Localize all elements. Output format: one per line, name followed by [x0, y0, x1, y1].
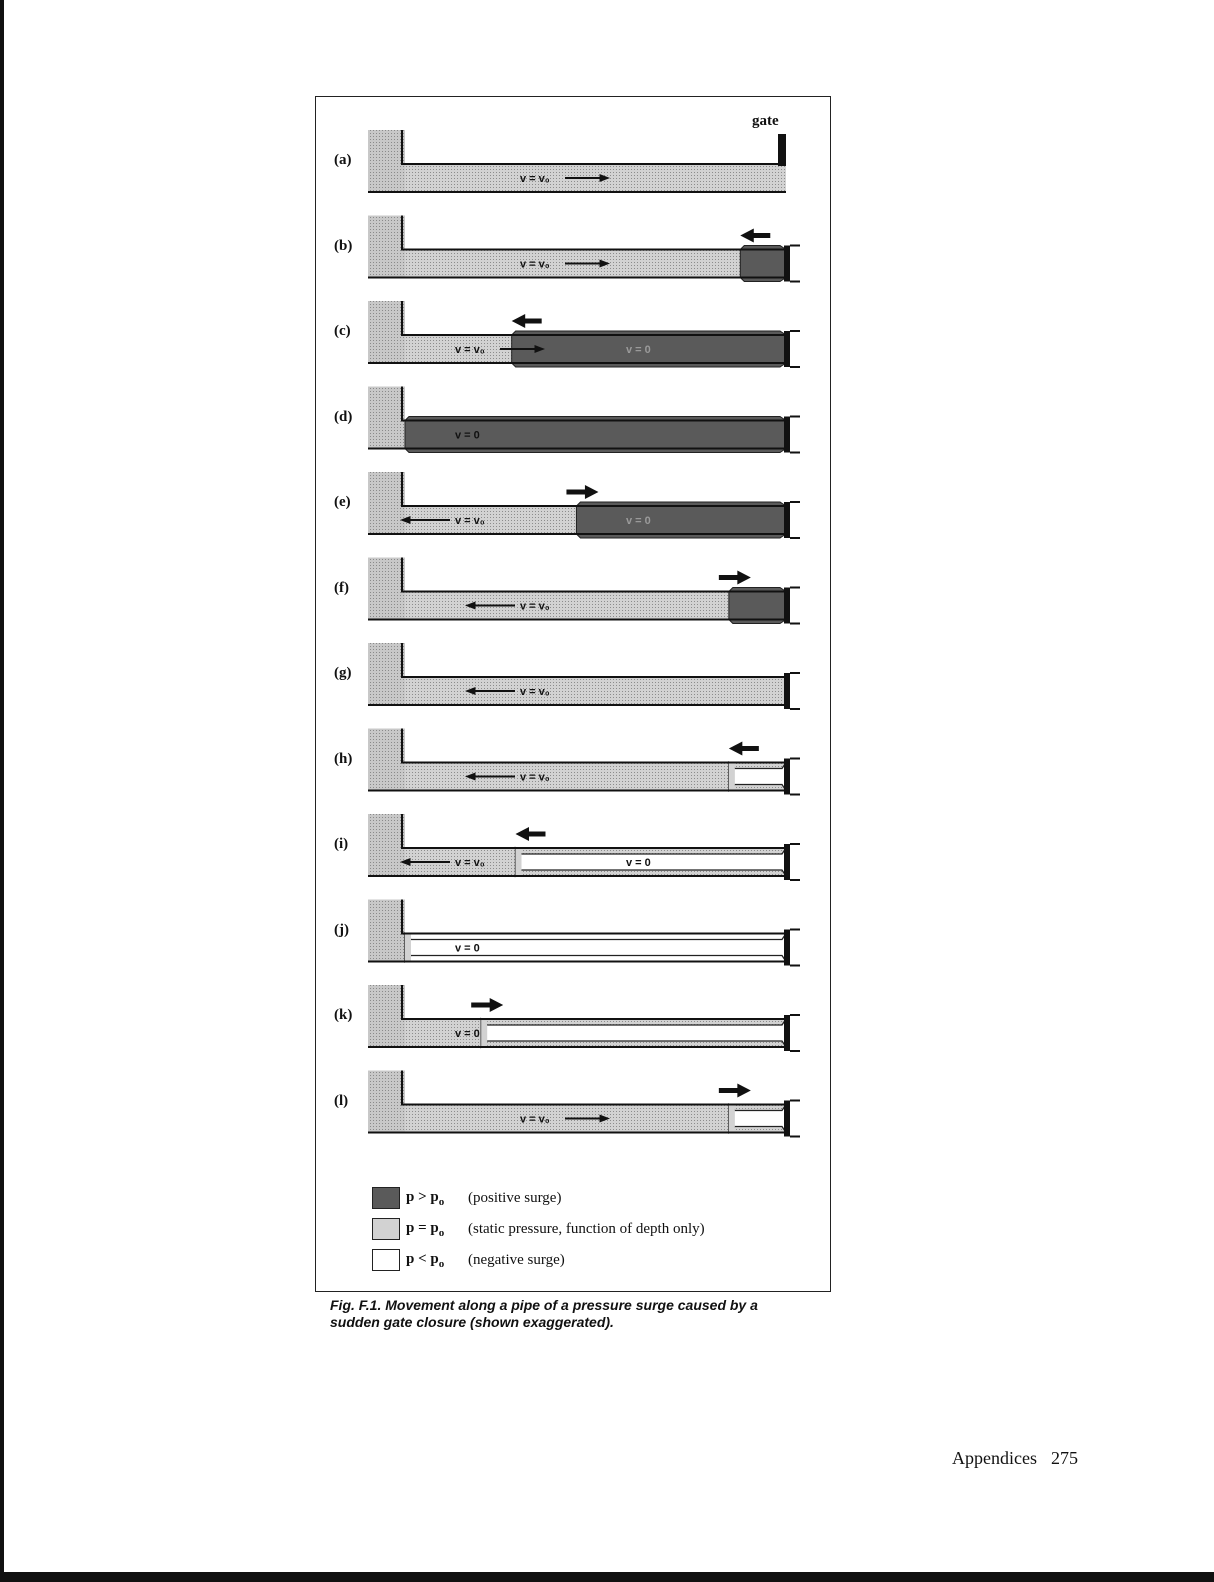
- panel-b: [368, 216, 800, 282]
- panel-label: (i): [334, 836, 349, 852]
- reservoir-texture: [368, 301, 405, 363]
- reservoir-texture: [368, 900, 405, 962]
- reservoir-texture: [368, 985, 405, 1047]
- reservoir-texture: [368, 130, 405, 192]
- pipe-top-wall: [402, 814, 786, 848]
- panel-k: [368, 985, 800, 1051]
- legend-item: [372, 1186, 561, 1210]
- legend-text: (positive surge): [468, 1189, 562, 1206]
- pipe-top-wall: [402, 729, 786, 763]
- panel-label: (f): [334, 579, 349, 596]
- pipe-top-wall: [402, 387, 786, 421]
- velocity-label: v = v₀: [455, 515, 485, 527]
- pipe-top-wall: [402, 900, 786, 934]
- legend-swatch: [372, 1187, 400, 1209]
- pipe-top-wall: [402, 472, 786, 506]
- panel-label: (g): [334, 665, 352, 681]
- gate-closed: [784, 930, 790, 966]
- page-footer: [952, 1448, 1092, 1469]
- panel-h: [368, 729, 800, 795]
- legend-text: (static pressure, function of depth only): [468, 1220, 705, 1237]
- legend-symbol: $p = p_o$: [406, 1219, 445, 1239]
- velocity-label: v = v₀: [520, 771, 550, 784]
- wave-arrow-left-head: [512, 314, 526, 328]
- gate-closed: [784, 588, 790, 624]
- velocity-label: v = 0: [455, 942, 480, 955]
- panel-label: (l): [334, 1092, 349, 1109]
- velocity-label: v = v₀: [520, 1113, 550, 1126]
- wave-arrow-right-head: [490, 998, 504, 1012]
- reservoir-texture: [368, 729, 405, 791]
- gate-label: gate: [752, 113, 779, 129]
- wave-arrow-right-head: [737, 571, 751, 585]
- gate-closed: [784, 759, 790, 795]
- panel-label: (j): [334, 921, 349, 938]
- panel-label: (a): [334, 152, 352, 168]
- surge-front: [729, 763, 735, 791]
- wave-arrow-right-head: [585, 485, 599, 499]
- panel-a: [368, 130, 786, 192]
- velocity-label: v = 0: [455, 1028, 480, 1040]
- surge-front: [515, 848, 521, 876]
- panel-label: (b): [334, 237, 353, 254]
- page-bottom-edge: [0, 1572, 1214, 1582]
- velocity-label: v = v₀: [455, 857, 485, 869]
- panel-label: (h): [334, 750, 353, 767]
- panel-label: (d): [334, 408, 353, 425]
- front-velocity-label: v = 0: [626, 857, 651, 869]
- reservoir-texture: [368, 216, 405, 278]
- velocity-label: v = v₀: [520, 173, 550, 185]
- panel-e: [368, 472, 800, 538]
- section-name: Appendices: [952, 1448, 1037, 1468]
- front-velocity-label: v = 0: [626, 344, 651, 356]
- front-velocity-label: v = 0: [626, 515, 651, 527]
- gate-closed: [784, 1015, 790, 1051]
- legend-symbol: $p > p_o$: [406, 1188, 445, 1208]
- pipe-top-wall: [402, 130, 786, 164]
- pipe-top-wall: [402, 216, 786, 250]
- panel-i: [368, 814, 800, 880]
- panel-g: [368, 643, 800, 709]
- velocity-label: v = v₀: [520, 258, 550, 271]
- legend-item: [372, 1248, 565, 1272]
- gate-closed: [784, 502, 790, 538]
- pipe-top-wall: [402, 985, 786, 1019]
- velocity-label: v = v₀: [520, 686, 550, 698]
- panel-c: [368, 301, 800, 367]
- panel-j: [368, 900, 800, 966]
- panel-f: [368, 558, 800, 624]
- surge-front: [729, 1105, 735, 1133]
- legend-symbol: $p < p_o$: [406, 1250, 445, 1270]
- positive-surge-region: [729, 588, 786, 624]
- pipe-top-wall: [402, 558, 786, 592]
- positive-surge-region: [576, 502, 786, 538]
- gate-closed: [784, 417, 790, 453]
- reservoir-texture: [368, 1071, 405, 1133]
- pipe-top-wall: [402, 1071, 786, 1105]
- velocity-label: v = v₀: [455, 344, 485, 356]
- page-number: 275: [1050, 1448, 1078, 1468]
- legend-item: [372, 1217, 705, 1241]
- gate-closed: [784, 844, 790, 880]
- panel-d: [368, 387, 800, 453]
- surge-front: [405, 934, 411, 962]
- gate-closed: [784, 1101, 790, 1137]
- reservoir-texture: [368, 472, 405, 534]
- reservoir-texture: [368, 814, 405, 876]
- wave-arrow-left-head: [515, 827, 529, 841]
- pipe-top-wall: [402, 301, 786, 335]
- panel-label: (c): [334, 323, 351, 339]
- legend-swatch: [372, 1218, 400, 1240]
- wave-arrow-left-head: [729, 742, 743, 756]
- pipe-fluid-texture: [405, 677, 786, 705]
- velocity-label: v = 0: [455, 429, 480, 442]
- pipe-top-wall: [402, 643, 786, 677]
- panel-label: (e): [334, 494, 351, 510]
- gate-closed: [784, 331, 790, 367]
- figure-caption: Fig. F.1. Movement along a pipe of a pressure surge caused by a sudden gate closure (shown exaggerated).: [330, 1297, 758, 1330]
- wave-arrow-right-head: [737, 1084, 751, 1098]
- gate-closed: [784, 246, 790, 282]
- panel-label: (k): [334, 1007, 353, 1023]
- velocity-label: v = v₀: [520, 600, 550, 613]
- reservoir-texture: [368, 387, 405, 449]
- gate-closed: [784, 673, 790, 709]
- gate-open: [778, 134, 786, 166]
- legend-swatch: [372, 1249, 400, 1271]
- positive-surge-region: [740, 246, 786, 282]
- reservoir-texture: [368, 558, 405, 620]
- surge-front: [481, 1019, 487, 1047]
- panel-l: [368, 1071, 800, 1137]
- wave-arrow-left-head: [740, 229, 754, 243]
- legend-text: (negative surge): [468, 1251, 565, 1268]
- reservoir-texture: [368, 643, 405, 705]
